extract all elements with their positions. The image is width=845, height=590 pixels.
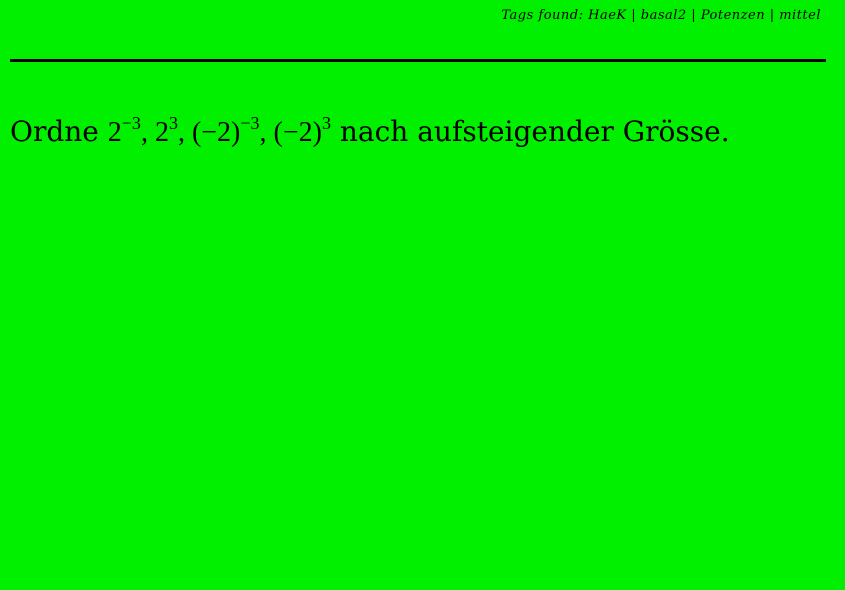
- math-term-2: [154, 113, 192, 148]
- math-term-4-base: (−2): [273, 117, 322, 148]
- math-term-4: [273, 113, 331, 148]
- math-term-3: [191, 113, 274, 148]
- tags-header: Tags found: HaeK | basal2 | Potenzen | mittel: [501, 8, 821, 23]
- math-term-2-separator: ,: [177, 117, 192, 148]
- math-term-1-base: 2: [107, 117, 122, 148]
- question-suffix: nach aufsteigender Grösse.: [331, 115, 730, 148]
- math-term-1-separator: ,: [140, 117, 155, 148]
- question-prefix: Ordne: [10, 115, 108, 148]
- math-term-2-exponent: 3: [168, 113, 178, 133]
- math-term-3-base: (−2): [191, 117, 241, 148]
- math-term-3-exponent: −3: [240, 113, 260, 133]
- question-text: [10, 112, 730, 153]
- math-term-1: [107, 113, 155, 148]
- math-term-3-separator: ,: [259, 117, 274, 148]
- math-term-2-base: 2: [154, 117, 169, 148]
- horizontal-rule: [10, 59, 826, 62]
- math-term-1-exponent: −3: [121, 113, 141, 133]
- math-term-4-exponent: 3: [322, 113, 331, 133]
